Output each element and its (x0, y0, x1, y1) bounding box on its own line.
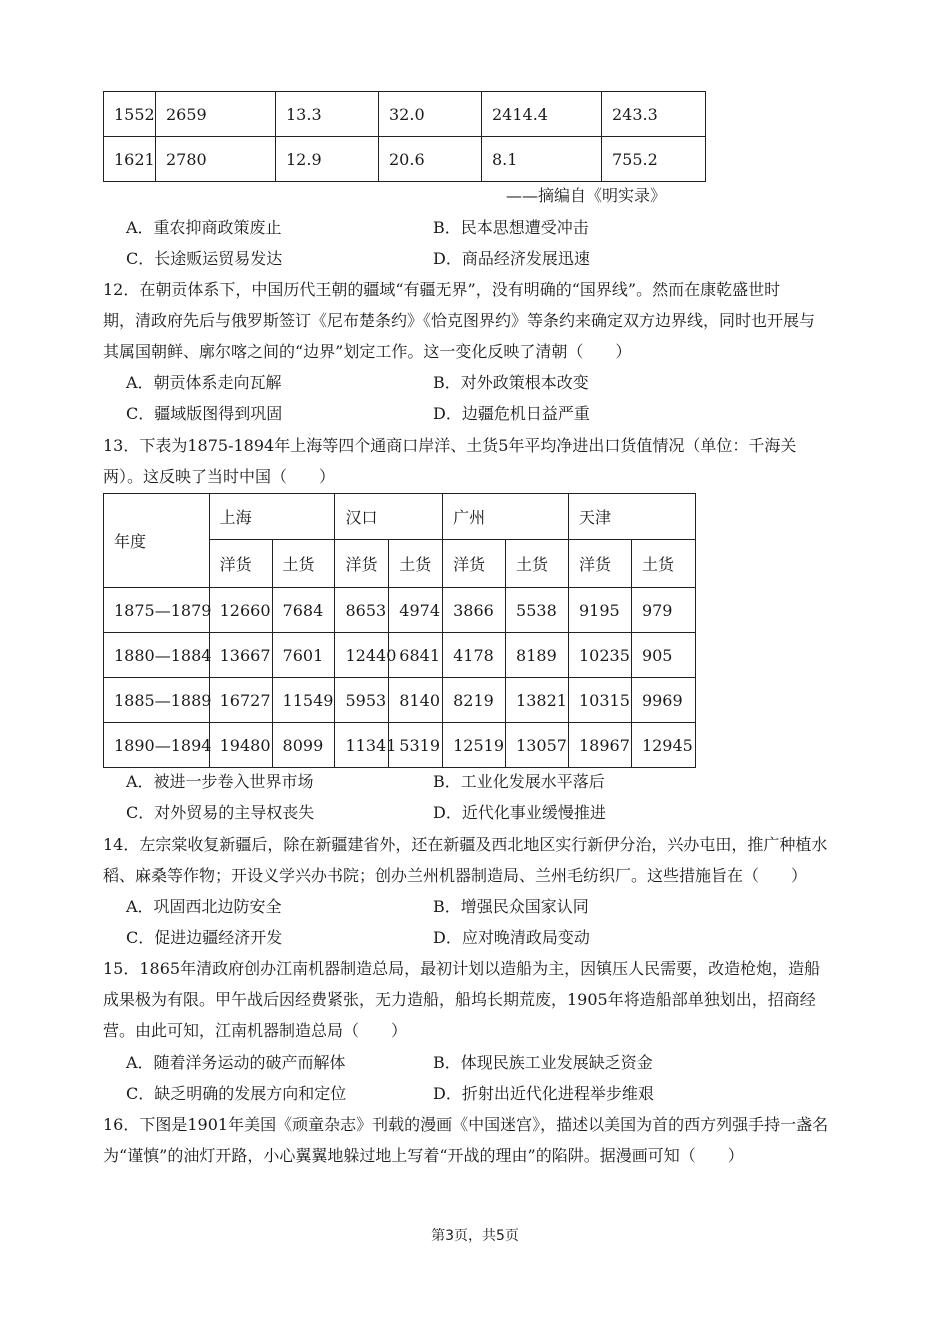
q16-stem-line: 16．下图是1901年美国《顽童杂志》刊载的漫画《中国迷宫》，描述以美国为首的西方列强手持一盏名 (103, 1115, 829, 1134)
table-cell: 19480 (209, 723, 272, 768)
sub-header: 土货 (389, 540, 443, 588)
table-cell: 11549 (272, 678, 335, 723)
table-cell: 2414.4 (482, 92, 602, 137)
table-cell: 7601 (272, 633, 335, 678)
q12-option-c[interactable]: C．疆域版图得到巩固 (126, 404, 283, 423)
city-header-tianjin: 天津 (569, 494, 696, 540)
sub-header: 洋货 (335, 540, 389, 588)
table-cell: 13057 (506, 723, 569, 768)
table-cell: 1552 (104, 92, 156, 137)
q12-option-d[interactable]: D．边疆危机日益严重 (433, 404, 590, 423)
table-cell: 755.2 (602, 137, 706, 182)
q11-option-c[interactable]: C．长途贩运贸易发达 (126, 249, 283, 268)
table-cell: 12945 (631, 723, 695, 768)
table-cell: 243.3 (602, 92, 706, 137)
table-cell: 979 (631, 588, 695, 633)
table-cell: 13821 (506, 678, 569, 723)
table-cell: 3866 (443, 588, 506, 633)
table-cell: 1890—1894 (104, 723, 210, 768)
table-cell: 2659 (156, 92, 276, 137)
table-cell: 8.1 (482, 137, 602, 182)
table-row (104, 588, 696, 633)
ming-data-table (103, 91, 706, 182)
table-cell: 1880—1884 (104, 633, 210, 678)
table-cell: 10235 (569, 633, 632, 678)
table-cell: 13667 (209, 633, 272, 678)
q12-stem-line: 期，清政府先后与俄罗斯签订《尼布楚条约》《恰克图界约》等条约来确定双方边界线，同时也开展与 (103, 311, 816, 330)
table-cell: 5953 (335, 678, 389, 723)
table-cell: 20.6 (379, 137, 482, 182)
table-cell: 7684 (272, 588, 335, 633)
q15-option-d[interactable]: D．折射出近代化进程举步维艰 (433, 1084, 654, 1103)
q13-stem-line: 两）。这反映了当时中国（ ） (103, 467, 336, 486)
table-row (104, 92, 706, 137)
q14-option-a[interactable]: A．巩固西北边防安全 (126, 897, 282, 916)
table-cell: 12440 (335, 633, 389, 678)
table-cell: 4178 (443, 633, 506, 678)
table-cell: 8140 (389, 678, 443, 723)
q13-option-b[interactable]: B．工业化发展水平落后 (433, 772, 605, 791)
table-header-row (104, 494, 696, 540)
table-row (104, 723, 696, 768)
q11-option-d[interactable]: D．商品经济发展迅速 (433, 249, 590, 268)
q12-option-a[interactable]: A．朝贡体系走向瓦解 (126, 373, 282, 392)
table-row (104, 137, 706, 182)
q12-stem-line: 其属国朝鲜、廓尔喀之间的“边界”划定工作。这一变化反映了清朝（ ） (103, 342, 632, 361)
q14-option-d[interactable]: D．应对晚清政局变动 (433, 928, 590, 947)
table-cell: 5538 (506, 588, 569, 633)
table-cell: 8653 (335, 588, 389, 633)
q16-stem-line: 为“谨慎”的油灯开路，小心翼翼地躲过地上写着“开战的理由”的陷阱。据漫画可知（ ） (103, 1146, 744, 1165)
q13-stem-line: 13．下表为1875-1894年上海等四个通商口岸洋、土货5年平均净进出口货值情况（单位：千海关 (103, 436, 797, 455)
table-cell: 1621 (104, 137, 156, 182)
q15-option-b[interactable]: B．体现民族工业发展缺乏资金 (433, 1053, 653, 1072)
table-cell: 1885—1889 (104, 678, 210, 723)
table-cell: 32.0 (379, 92, 482, 137)
table-cell: 12519 (443, 723, 506, 768)
table-row (104, 678, 696, 723)
q14-stem-line: 稻、麻桑等作物；开设义学兴办书院；创办兰州机器制造局、兰州毛纺织厂。这些措施旨在（ ） (103, 866, 808, 885)
table-cell: 2780 (156, 137, 276, 182)
table-cell: 10315 (569, 678, 632, 723)
q13-option-a[interactable]: A．被进一步卷入世界市场 (126, 772, 314, 791)
q14-option-b[interactable]: B．增强民众国家认同 (433, 897, 589, 916)
table-cell: 8219 (443, 678, 506, 723)
table-cell: 5319 (389, 723, 443, 768)
table-cell: 8099 (272, 723, 335, 768)
q15-stem-line: 成果极为有限。甲午战后因经费紧张，无力造船，船坞长期荒废，1905年将造船部单独划出，招商经 (103, 990, 816, 1009)
q15-stem-line: 营。由此可知，江南机器制造总局（ ） (103, 1021, 408, 1040)
q12-option-b[interactable]: B．对外政策根本改变 (433, 373, 589, 392)
year-header: 年度 (104, 494, 210, 588)
q13-option-d[interactable]: D．近代化事业缓慢推进 (433, 803, 606, 822)
table-cell: 905 (631, 633, 695, 678)
q14-option-c[interactable]: C．促进边疆经济开发 (126, 928, 283, 947)
table-cell: 8189 (506, 633, 569, 678)
sub-header: 洋货 (443, 540, 506, 588)
q15-option-c[interactable]: C．缺乏明确的发展方向和定位 (126, 1084, 347, 1103)
trade-value-table (103, 493, 696, 768)
table-source-note: ——摘编自《明实录》 (506, 186, 667, 205)
sub-header: 土货 (272, 540, 335, 588)
q11-option-a[interactable]: A．重农抑商政策废止 (126, 218, 282, 237)
table-cell: 9195 (569, 588, 632, 633)
sub-header: 洋货 (569, 540, 632, 588)
q14-stem-line: 14．左宗棠收复新疆后，除在新疆建省外，还在新疆及西北地区实行新伊分治，兴办屯田，推广种植水 (103, 835, 828, 854)
sub-header: 土货 (506, 540, 569, 588)
q15-stem-line: 15．1865年清政府创办江南机器制造总局，最初计划以造船为主，因镇压人民需要，改造枪炮，造船 (103, 959, 821, 978)
q15-option-a[interactable]: A．随着洋务运动的破产而解体 (126, 1053, 346, 1072)
table-row (104, 633, 696, 678)
table-cell: 4974 (389, 588, 443, 633)
table-cell: 9969 (631, 678, 695, 723)
table-cell: 1875—1879 (104, 588, 210, 633)
table-cell: 12660 (209, 588, 272, 633)
city-header-shanghai: 上海 (209, 494, 335, 540)
table-cell: 13.3 (276, 92, 379, 137)
table-cell: 11341 (335, 723, 389, 768)
q13-option-c[interactable]: C．对外贸易的主导权丧失 (126, 803, 315, 822)
table-cell: 16727 (209, 678, 272, 723)
page-footer: 第3页，共5页 (431, 1228, 519, 1244)
table-cell: 6841 (389, 633, 443, 678)
q12-stem-line: 12．在朝贡体系下，中国历代王朝的疆域“有疆无界”，没有明确的“国界线”。然而在康乾盛世时 (103, 280, 781, 299)
q11-option-b[interactable]: B．民本思想遭受冲击 (433, 218, 589, 237)
table-cell: 18967 (569, 723, 632, 768)
city-header-hankou: 汉口 (335, 494, 443, 540)
sub-header: 洋货 (209, 540, 272, 588)
city-header-guangzhou: 广州 (443, 494, 569, 540)
table-cell: 12.9 (276, 137, 379, 182)
sub-header: 土货 (631, 540, 695, 588)
